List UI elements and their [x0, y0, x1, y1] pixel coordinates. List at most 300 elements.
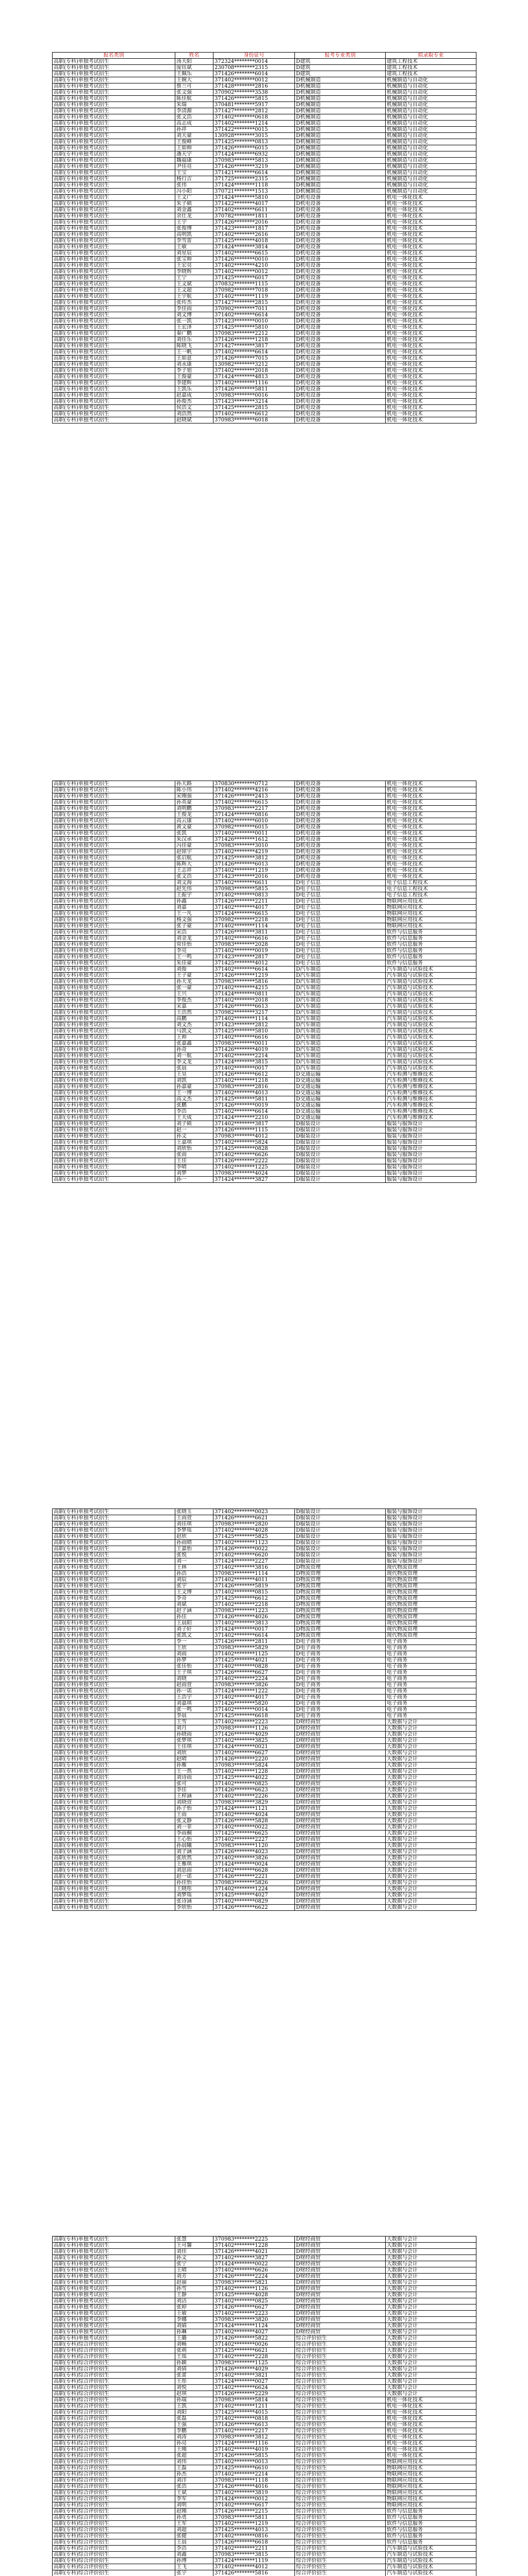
- table-row: [53, 1053, 476, 1059]
- student-name-cell: 赵一: [175, 1127, 213, 1133]
- exam-category-cell: 综合评价招生: [295, 2564, 386, 2570]
- id-number-cell: 371402********6611: [213, 880, 295, 886]
- id-number-cell: 371423********2812: [213, 1022, 295, 1028]
- student-name-cell: 王宏泽: [175, 325, 213, 331]
- student-name-cell: 李建辉: [175, 380, 213, 386]
- student-name-cell: 赵丽: [175, 2280, 213, 2286]
- id-number-cell: 371402********0815: [213, 1589, 295, 1596]
- exam-category-cell: D电子商务: [295, 1676, 386, 1682]
- admitted-major-cell: 机电一体化技术: [386, 2422, 476, 2428]
- admitted-major-cell: 软件与信息服务: [386, 936, 476, 942]
- enrollment-type-cell: 高职(专科)单独考试招生: [53, 201, 175, 207]
- student-name-cell: 宋嘉: [175, 1004, 213, 1010]
- table-row: [53, 1146, 476, 1152]
- table-row: [53, 868, 476, 874]
- id-number-cell: 370982********3217: [213, 1010, 295, 1016]
- enrollment-type-cell: 高职(专科)单独考试招生: [53, 1831, 175, 1837]
- table-row: [53, 1837, 476, 1843]
- student-name-cell: 赵琪: [175, 2391, 213, 2397]
- enrollment-type-cell: 高职(专科)综合评价招生: [53, 2348, 175, 2354]
- exam-category-cell: D交通运输: [295, 1115, 386, 1121]
- table-row: [53, 1639, 476, 1645]
- enrollment-type-cell: 高职(专科)单独考试招生: [53, 195, 175, 201]
- admitted-major-cell: 汽车检测与维修技术: [386, 1115, 476, 1121]
- id-number-cell: 371426********6621: [213, 1515, 295, 1521]
- id-number-cell: 370902********7011: [213, 306, 295, 312]
- exam-category-cell: D机械制造: [295, 170, 386, 176]
- admitted-major-cell: 机电一体化技术: [386, 331, 476, 337]
- enrollment-type-cell: 高职(专科)综合评价招生: [53, 2546, 175, 2552]
- admitted-major-cell: 汽车制造与试验技术: [386, 991, 476, 997]
- id-number-cell: 371402********6614: [213, 349, 295, 355]
- enrollment-type-cell: 高职(专科)综合评价招生: [53, 2515, 175, 2521]
- id-number-cell: 371402********4013: [213, 1090, 295, 1096]
- enrollment-type-cell: 高职(专科)单独考试招生: [53, 1127, 175, 1133]
- exam-category-cell: D机械制造: [295, 133, 386, 139]
- enrollment-type-cell: 高职(专科)单独考试招生: [53, 374, 175, 380]
- table-row: [53, 1732, 476, 1738]
- admitted-major-cell: 现代物流管理: [386, 1620, 476, 1626]
- admitted-major-cell: 机械制造与自动化: [386, 158, 476, 164]
- student-name-cell: 王林: [175, 1565, 213, 1571]
- student-name-cell: 蔡兰可: [175, 83, 213, 90]
- enrollment-type-cell: 高职(专科)单独考试招生: [53, 2243, 175, 2249]
- exam-category-cell: D机电设备: [295, 843, 386, 849]
- id-number-cell: 371426********2016: [213, 219, 295, 226]
- exam-category-cell: D服装设计: [295, 1540, 386, 1546]
- admitted-major-cell: 机电一体化技术: [386, 219, 476, 226]
- id-number-cell: 371424********0816: [213, 812, 295, 818]
- admitted-major-cell: 大数据与会计: [386, 1880, 476, 1886]
- student-name-cell: 孙一: [175, 1177, 213, 1183]
- student-name-cell: 王晓彤: [175, 1886, 213, 1892]
- admitted-major-cell: 大数据与会计: [386, 1899, 476, 1905]
- table-row: [53, 861, 476, 868]
- table-row: [53, 911, 476, 917]
- exam-category-cell: D机电设备: [295, 219, 386, 226]
- id-number-cell: 371402********6615: [213, 250, 295, 257]
- exam-category-cell: D交通运输: [295, 1078, 386, 1084]
- student-name-cell: 李一: [175, 1639, 213, 1645]
- id-number-cell: 370983********5824: [213, 1762, 295, 1769]
- student-name-cell: 孙勇: [175, 2515, 213, 2521]
- admitted-major-cell: 大数据与会计: [386, 2317, 476, 2323]
- student-name-cell: 陈小伟: [175, 787, 213, 793]
- id-number-cell: 370983********3010: [213, 843, 295, 849]
- exam-category-cell: D机电设备: [295, 337, 386, 343]
- exam-category-cell: D机电设备: [295, 213, 386, 219]
- table-row: [53, 1818, 476, 1824]
- id-number-cell: 371402********3827: [213, 2255, 295, 2261]
- table-row: [53, 1133, 476, 1140]
- admitted-major-cell: 大数据与会计: [386, 1824, 476, 1831]
- admitted-major-cell: 机电一体化技术: [386, 213, 476, 219]
- exam-category-cell: D服装设计: [295, 1140, 386, 1146]
- table-row: [53, 1843, 476, 1849]
- exam-category-cell: D机电设备: [295, 226, 386, 232]
- enrollment-type-cell: 高职(专科)单独考试招生: [53, 1843, 175, 1849]
- exam-category-cell: D电子商务: [295, 1694, 386, 1701]
- id-number-cell: 370983********2217: [213, 806, 295, 812]
- enrollment-type-cell: 高职(专科)单独考试招生: [53, 133, 175, 139]
- student-name-cell: 孙祥: [175, 127, 213, 133]
- enrollment-type-cell: 高职(专科)单独考试招生: [53, 855, 175, 861]
- exam-category-cell: D财经商贸: [295, 2280, 386, 2286]
- id-number-cell: 371426********2413: [213, 793, 295, 800]
- table-row: [53, 2280, 476, 2286]
- admitted-major-cell: 机电一体化技术: [386, 793, 476, 800]
- enrollment-type-cell: 高职(专科)单独考试招生: [53, 238, 175, 244]
- exam-category-cell: D机械制造: [295, 102, 386, 108]
- student-name-cell: 刘梦瑶: [175, 1892, 213, 1899]
- admitted-major-cell: 大数据与会计: [386, 2304, 476, 2311]
- exam-category-cell: D财经商贸: [295, 1861, 386, 1868]
- exam-category-cell: D机电设备: [295, 405, 386, 411]
- enrollment-type-cell: 高职(专科)单独考试招生: [53, 1121, 175, 1127]
- enrollment-type-cell: 高职(专科)综合评价招生: [53, 2342, 175, 2348]
- id-number-cell: 371424********0811: [213, 991, 295, 997]
- id-number-cell: 371426********4029: [213, 2366, 295, 2372]
- id-number-cell: 371424********1116: [213, 2441, 295, 2447]
- student-name-cell: 刘思雨: [175, 1868, 213, 1874]
- id-number-cell: 371424********0017: [213, 1626, 295, 1633]
- id-number-cell: 370983********2225: [213, 2236, 295, 2243]
- id-number-cell: 371424********1118: [213, 182, 295, 189]
- enrollment-type-cell: 高职(专科)单独考试招生: [53, 1868, 175, 1874]
- exam-category-cell: D机电设备: [295, 306, 386, 312]
- id-number-cell: 370983********1120: [213, 1843, 295, 1849]
- admitted-major-cell: 机电一体化技术: [386, 824, 476, 831]
- exam-category-cell: D服装设计: [295, 1528, 386, 1534]
- student-name-cell: 王子豪: [175, 973, 213, 979]
- table-row: [53, 1103, 476, 1109]
- table-row: [53, 1565, 476, 1571]
- enrollment-type-cell: 高职(专科)综合评价招生: [53, 2379, 175, 2385]
- id-number-cell: 371402********0014: [213, 1707, 295, 1713]
- admitted-major-cell: 服装与服饰设计: [386, 1127, 476, 1133]
- id-number-cell: 371402********6626: [213, 2267, 295, 2274]
- student-name-cell: 刘欣怡: [175, 1146, 213, 1152]
- exam-category-cell: D汽车制造: [295, 991, 386, 997]
- student-name-cell: 王瑶: [175, 2354, 213, 2360]
- student-name-cell: 李鹏: [175, 2428, 213, 2434]
- enrollment-type-cell: 高职(专科)单独考试招生: [53, 170, 175, 176]
- student-name-cell: 李军: [175, 2496, 213, 2502]
- table-row: [53, 269, 476, 275]
- admitted-major-cell: 物联网应用技术: [386, 2478, 476, 2484]
- exam-category-cell: D物流管理: [295, 1602, 386, 1608]
- id-number-cell: 371402********1224: [213, 1886, 295, 1892]
- id-number-cell: 371402********1126: [213, 2286, 295, 2292]
- enrollment-type-cell: 高职(专科)单独考试招生: [53, 300, 175, 306]
- admitted-major-cell: 机电一体化技术: [386, 325, 476, 331]
- exam-category-cell: D机电设备: [295, 263, 386, 269]
- exam-category-cell: D汽车制造: [295, 1016, 386, 1022]
- enrollment-type-cell: 高职(专科)单独考试招生: [53, 1670, 175, 1676]
- admitted-major-cell: 电子商务: [386, 1713, 476, 1719]
- admitted-major-cell: 物联网应用技术: [386, 2471, 476, 2478]
- table-row: [53, 973, 476, 979]
- table-row: [53, 337, 476, 343]
- id-number-cell: 370983********3820: [213, 2317, 295, 2323]
- enrollment-type-cell: 高职(专科)综合评价招生: [53, 2385, 175, 2391]
- admitted-major-cell: 机械制造与自动化: [386, 102, 476, 108]
- exam-category-cell: D财经商贸: [295, 1892, 386, 1899]
- id-number-cell: 370983********2028: [213, 942, 295, 948]
- exam-category-cell: D服装设计: [295, 1534, 386, 1540]
- enrollment-type-cell: 高职(专科)单独考试招生: [53, 405, 175, 411]
- id-number-cell: 371426********5811: [213, 386, 295, 393]
- student-name-cell: 杨行吉: [175, 176, 213, 182]
- student-name-cell: 杨文强: [175, 917, 213, 923]
- enrollment-type-cell: 高职(专科)单独考试招生: [53, 2274, 175, 2280]
- student-name-cell: 王晨阳: [175, 1620, 213, 1626]
- admitted-major-cell: 机械制造与自动化: [386, 127, 476, 133]
- enrollment-type-cell: 高职(专科)单独考试招生: [53, 1614, 175, 1620]
- exam-category-cell: 综合评价招生: [295, 2558, 386, 2564]
- id-number-cell: 371426********5820: [213, 1701, 295, 1707]
- student-name-cell: 孙奇: [175, 1047, 213, 1053]
- exam-category-cell: D物流管理: [295, 1589, 386, 1596]
- enrollment-type-cell: 高职(专科)单独考试招生: [53, 281, 175, 287]
- enrollment-type-cell: 高职(专科)单独考试招生: [53, 1694, 175, 1701]
- exam-category-cell: D财经商贸: [295, 2255, 386, 2261]
- id-number-cell: 371402********1228: [213, 2243, 295, 2249]
- table-row: [53, 1614, 476, 1620]
- id-number-cell: 371424********2227: [213, 1558, 295, 1565]
- exam-category-cell: D物流管理: [295, 1626, 386, 1633]
- student-name-cell: 王晨: [175, 2539, 213, 2546]
- table-row: [53, 824, 476, 831]
- admitted-major-cell: 大数据与会计: [386, 2372, 476, 2379]
- admitted-major-cell: 机电一体化技术: [386, 2397, 476, 2403]
- table-row: [53, 2317, 476, 2323]
- student-name-cell: 王宇: [175, 219, 213, 226]
- enrollment-type-cell: 高职(专科)单独考试招生: [53, 1041, 175, 1047]
- id-number-cell: 371426********0022: [213, 1546, 295, 1552]
- student-name-cell: 王凯: [175, 2403, 213, 2410]
- table-row: [53, 2416, 476, 2422]
- exam-category-cell: D交通运输: [295, 1090, 386, 1096]
- id-number-cell: 371424********0021: [213, 1744, 295, 1750]
- admitted-major-cell: 电子商务: [386, 1645, 476, 1651]
- id-number-cell: 230708********2315: [213, 65, 295, 71]
- exam-category-cell: D财经商贸: [295, 1738, 386, 1744]
- exam-category-cell: D财经商贸: [295, 1843, 386, 1849]
- exam-category-cell: D机械制造: [295, 114, 386, 121]
- enrollment-type-cell: 高职(专科)单独考试招生: [53, 294, 175, 300]
- admitted-major-cell: 现代物流管理: [386, 1565, 476, 1571]
- id-number-cell: 371402********0816: [213, 2533, 295, 2539]
- student-name-cell: 王如意: [175, 355, 213, 362]
- enrollment-type-cell: 高职(专科)单独考试招生: [53, 1552, 175, 1558]
- exam-category-cell: 综合评价招生: [295, 2459, 386, 2465]
- table-row: [53, 1528, 476, 1534]
- student-name-cell: 孙鑫: [175, 899, 213, 905]
- student-name-cell: 王雨: [175, 1812, 213, 1818]
- table-row: [53, 905, 476, 911]
- table-row: [53, 979, 476, 985]
- table-row: [53, 1158, 476, 1164]
- id-number-cell: 370983********5814: [213, 2397, 295, 2403]
- table-row: [53, 2434, 476, 2441]
- table-row: [53, 1558, 476, 1565]
- enrollment-type-cell: 高职(专科)单独考试招生: [53, 1762, 175, 1769]
- id-number-cell: 371402********0818: [213, 2416, 295, 2422]
- student-name-cell: 刘晓: [175, 1676, 213, 1682]
- exam-category-cell: D汽车制造: [295, 1010, 386, 1016]
- student-name-cell: 孙雨晴: [175, 1540, 213, 1546]
- enrollment-type-cell: 高职(专科)单独考试招生: [53, 1713, 175, 1719]
- table-row: [53, 318, 476, 325]
- table-row: [53, 886, 476, 892]
- admitted-major-cell: 软件与信息服务: [386, 2509, 476, 2515]
- admitted-major-cell: 机电一体化技术: [386, 281, 476, 287]
- enrollment-type-cell: 高职(专科)单独考试招生: [53, 386, 175, 393]
- exam-category-cell: D服装设计: [295, 1146, 386, 1152]
- student-name-cell: 王璐: [175, 2335, 213, 2342]
- id-number-cell: 371426********2811: [213, 1639, 295, 1645]
- table-row: [53, 275, 476, 281]
- exam-category-cell: D服装设计: [295, 1171, 386, 1177]
- exam-category-cell: D电子信息: [295, 905, 386, 911]
- exam-category-cell: 综合评价招生: [295, 2471, 386, 2478]
- enrollment-type-cell: 高职(专科)单独考试招生: [53, 1651, 175, 1657]
- student-name-cell: 张宁: [175, 2261, 213, 2267]
- admitted-major-cell: 建筑工程技术: [386, 65, 476, 71]
- id-number-cell: 371402********0011: [213, 831, 295, 837]
- enrollment-type-cell: 高职(专科)单独考试招生: [53, 399, 175, 405]
- enrollment-type-cell: 高职(专科)单独考试招生: [53, 2286, 175, 2292]
- exam-category-cell: D财经商贸: [295, 1744, 386, 1750]
- table-row: [53, 855, 476, 861]
- exam-category-cell: D机电设备: [295, 275, 386, 281]
- admitted-major-cell: 大数据与会计: [386, 1762, 476, 1769]
- table-row: [53, 2379, 476, 2385]
- exam-category-cell: D机电设备: [295, 374, 386, 380]
- id-number-cell: 371425********6612: [213, 1596, 295, 1602]
- exam-category-cell: 综合评价招生: [295, 2539, 386, 2546]
- admitted-major-cell: 汽车制造与试验技术: [386, 979, 476, 985]
- enrollment-type-cell: 高职(专科)单独考试招生: [53, 1053, 175, 1059]
- enrollment-type-cell: 高职(专科)单独考试招生: [53, 967, 175, 973]
- enrollment-type-cell: 高职(专科)单独考试招生: [53, 824, 175, 831]
- table-row: [53, 1664, 476, 1670]
- table-row: [53, 1552, 476, 1558]
- exam-category-cell: 综合评价招生: [295, 2397, 386, 2403]
- admitted-major-cell: 电子信息工程技术: [386, 892, 476, 899]
- exam-category-cell: 综合评价招生: [295, 2385, 386, 2391]
- student-name-cell: 李晓辉: [175, 269, 213, 275]
- exam-category-cell: D机电设备: [295, 874, 386, 880]
- enrollment-type-cell: 高职(专科)单独考试招生: [53, 874, 175, 880]
- admitted-major-cell: 大数据与会计: [386, 1849, 476, 1855]
- id-number-cell: 371425********5811: [213, 1096, 295, 1103]
- exam-category-cell: 综合评价招生: [295, 2453, 386, 2459]
- enrollment-type-cell: 高职(专科)单独考试招生: [53, 991, 175, 997]
- student-name-cell: 张晨: [175, 1065, 213, 1072]
- admitted-major-cell: 机械制造与自动化: [386, 108, 476, 114]
- student-name-cell: 孙梦: [175, 1657, 213, 1664]
- admitted-major-cell: 大数据与会计: [386, 1756, 476, 1762]
- id-number-cell: 371402********4019: [213, 2447, 295, 2453]
- table-row: [53, 1004, 476, 1010]
- student-name-cell: 朱瑞: [175, 102, 213, 108]
- column-header: 拟录取专业: [386, 53, 476, 59]
- admitted-major-cell: 汽车检测与维修技术: [386, 1078, 476, 1084]
- enrollment-type-cell: 高职(专科)单独考试招生: [53, 2236, 175, 2243]
- id-number-cell: 371402********6616: [213, 936, 295, 942]
- admitted-major-cell: 服装与服饰设计: [386, 1528, 476, 1534]
- table-row: [53, 818, 476, 824]
- enrollment-type-cell: 高职(专科)单独考试招生: [53, 269, 175, 275]
- admitted-major-cell: 大数据与会计: [386, 2298, 476, 2304]
- exam-category-cell: D机电设备: [295, 849, 386, 855]
- admitted-major-cell: 机电一体化技术: [386, 386, 476, 393]
- enrollment-type-cell: 高职(专科)单独考试招生: [53, 1096, 175, 1103]
- enrollment-type-cell: 高职(专科)单独考试招生: [53, 954, 175, 960]
- admitted-major-cell: 大数据与会计: [386, 2391, 476, 2397]
- student-name-cell: 刘伟: [175, 2459, 213, 2465]
- student-name-cell: 刘天豪: [175, 133, 213, 139]
- enrollment-type-cell: 高职(专科)单独考试招生: [53, 905, 175, 911]
- table-row: [53, 2403, 476, 2410]
- table-header-row: [53, 53, 476, 59]
- enrollment-type-cell: 高职(专科)综合评价招生: [53, 2391, 175, 2397]
- table-row: [53, 1127, 476, 1133]
- admitted-major-cell: 大数据与会计: [386, 2323, 476, 2329]
- id-number-cell: 370983********3829: [213, 1800, 295, 1806]
- student-name-cell: 刘佳: [175, 2249, 213, 2255]
- table-row: [53, 1620, 476, 1626]
- admitted-major-cell: 机电一体化技术: [386, 250, 476, 257]
- exam-category-cell: D服装设计: [295, 1509, 386, 1515]
- table-row: [53, 1571, 476, 1577]
- id-number-cell: 371425********4027: [213, 1892, 295, 1899]
- id-number-cell: 371402********6627: [213, 1750, 295, 1756]
- student-name-cell: 王军: [175, 2521, 213, 2527]
- table-row: [53, 65, 476, 71]
- id-number-cell: 371425********6621: [213, 2348, 295, 2354]
- table-row: [53, 2509, 476, 2515]
- table-row: [53, 176, 476, 182]
- student-name-cell: 王昊: [175, 1072, 213, 1078]
- student-name-cell: 潘天宇: [175, 151, 213, 158]
- exam-category-cell: D机电设备: [295, 824, 386, 831]
- admitted-major-cell: 机电一体化技术: [386, 207, 476, 213]
- table-row: [53, 812, 476, 818]
- table-row: [53, 2453, 476, 2459]
- enrollment-type-cell: 高职(专科)单独考试招生: [53, 1565, 175, 1571]
- exam-category-cell: D财经商贸: [295, 1868, 386, 1874]
- enrollment-type-cell: 高职(专科)单独考试招生: [53, 380, 175, 386]
- admitted-major-cell: 汽车制造与试验技术: [386, 1053, 476, 1059]
- enrollment-type-cell: 高职(专科)单独考试招生: [53, 337, 175, 343]
- table-row: [53, 1750, 476, 1756]
- admitted-major-cell: 机电一体化技术: [386, 393, 476, 399]
- exam-category-cell: D机械制造: [295, 108, 386, 114]
- enrollment-type-cell: 高职(专科)单独考试招生: [53, 77, 175, 83]
- student-name-cell: 张文浩: [175, 114, 213, 121]
- table-row: [53, 1645, 476, 1651]
- student-name-cell: 王心怡: [175, 1837, 213, 1843]
- id-number-cell: 371425********4022: [213, 1775, 295, 1781]
- enrollment-type-cell: 高职(专科)综合评价招生: [53, 2490, 175, 2496]
- table-row: [53, 997, 476, 1004]
- student-name-cell: 王婉大: [175, 77, 213, 83]
- id-number-cell: 371427********2812: [213, 108, 295, 114]
- table-row: [53, 2342, 476, 2348]
